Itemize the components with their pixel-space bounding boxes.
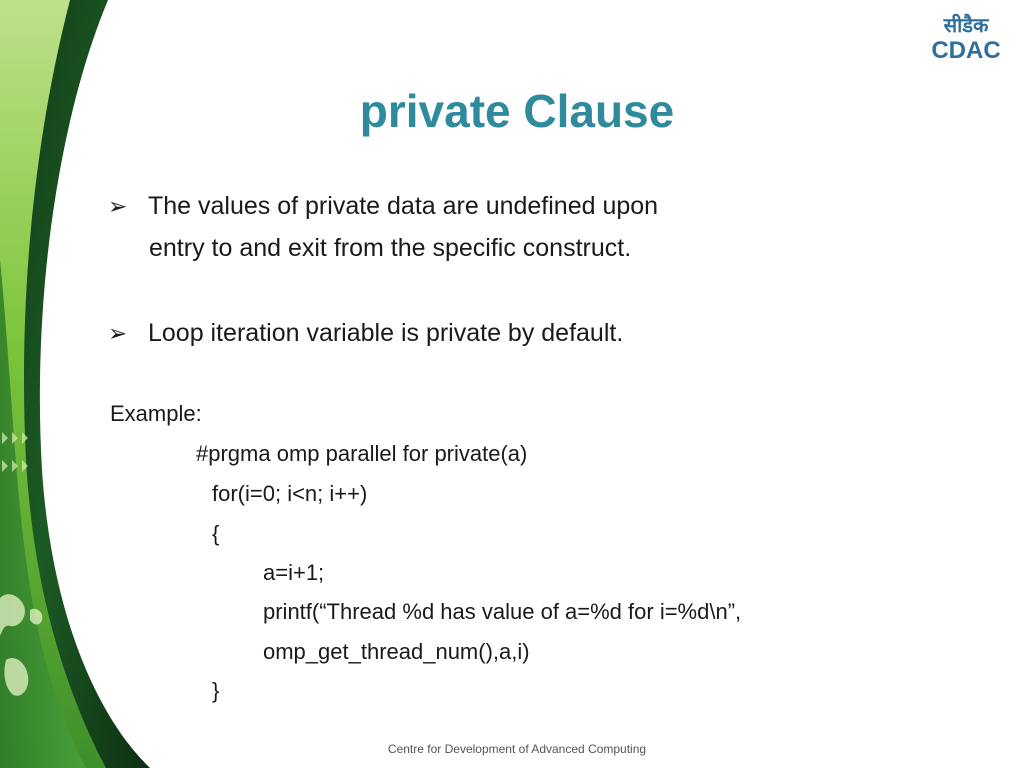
example-label: Example: (110, 401, 202, 426)
bullet-text: The values of private data are undefined upon (148, 192, 659, 220)
bullet-text-continued: entry to and exit from the specific construct. (149, 234, 632, 262)
slide-footer: Centre for Development of Advanced Computing (387, 742, 647, 756)
bullet-item (108, 312, 623, 354)
cdac-logo (928, 12, 1004, 64)
code-line: for(i=0; i<n; i++) (212, 481, 368, 506)
code-line: #prgma omp parallel for private(a) (196, 441, 528, 466)
slide-title: private Clause (359, 85, 675, 137)
svg-text:CDAC: CDAC (931, 37, 1001, 64)
bullet-item (108, 185, 658, 269)
code-line: printf(“Thread %d has value of a=%d for i=%d\n”, (263, 599, 742, 624)
arrow-bullet-icon: ➢ (108, 193, 128, 219)
code-line: { (212, 521, 220, 546)
code-line: } (212, 678, 220, 703)
code-line: a=i+1; (263, 560, 325, 585)
arrow-bullet-icon: ➢ (108, 320, 128, 346)
svg-text:सीडैक: सीडैक (943, 13, 989, 37)
code-line: omp_get_thread_num(),a,i) (263, 639, 530, 664)
bullet-text: Loop iteration variable is private by default. (148, 319, 624, 347)
